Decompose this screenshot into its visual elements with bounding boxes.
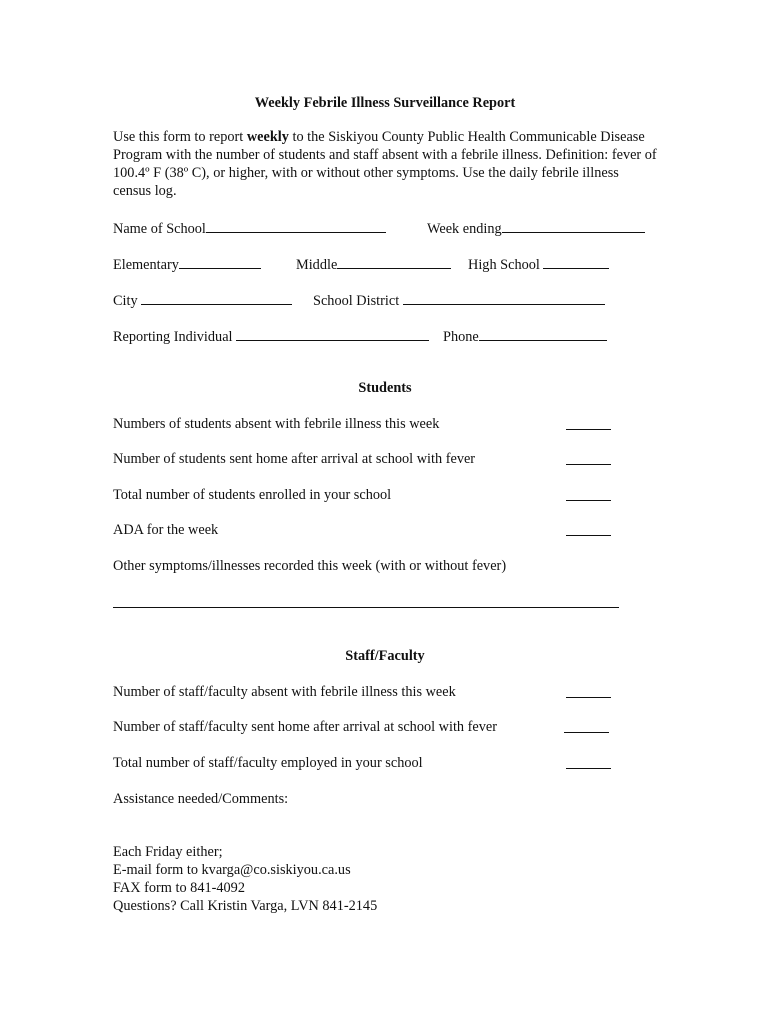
other-symptoms-label: Other symptoms/illnesses recorded this week (with or without fever) (113, 558, 507, 574)
students-heading: Students (358, 380, 412, 396)
students-absent-blank[interactable] (566, 429, 611, 430)
staff-sent-home-blank[interactable] (564, 732, 609, 733)
reporting-individual-label: Reporting Individual (113, 329, 233, 345)
school-name-label: Name of School (113, 221, 206, 237)
school-name-field[interactable] (113, 218, 386, 238)
intro-text-2: to the Siskiyou County Public Health Communicable Disease Program with the number of students and staff absent with a febrile illness. Definition: fever of 100.4º F (38º C), or higher, with or without other symptoms. Use the daily febrile illness census log. (113, 129, 657, 199)
high-school-label: High School (468, 257, 540, 273)
middle-field[interactable] (296, 254, 451, 274)
page-title: Weekly Febrile Illness Surveillance Report (254, 95, 516, 111)
week-ending-field[interactable] (427, 218, 645, 238)
reporting-individual-field[interactable] (113, 326, 429, 346)
week-ending-label: Week ending (427, 221, 502, 237)
footer-line: FAX form to 841-4092 (113, 880, 245, 896)
intro-bold: weekly (246, 129, 289, 145)
staff-employed-blank[interactable] (566, 768, 611, 769)
school-name-blank[interactable] (206, 218, 386, 233)
footer-line: E-mail form to kvarga@co.siskiyou.ca.us (113, 862, 351, 878)
intro-text-1: Use this form to report (113, 129, 247, 145)
phone-label: Phone (443, 329, 479, 345)
footer-line: Questions? Call Kristin Varga, LVN 841-2145 (113, 898, 378, 914)
school-district-label: School District (313, 293, 400, 309)
elementary-field[interactable] (113, 254, 261, 274)
intro-paragraph (113, 128, 658, 200)
middle-blank[interactable] (337, 254, 451, 269)
students-row-label: ADA for the week (113, 522, 219, 538)
students-enrolled-blank[interactable] (566, 500, 611, 501)
high-school-field[interactable] (468, 254, 609, 274)
middle-label: Middle (296, 257, 338, 273)
staff-row-label: Number of staff/faculty sent home after arrival at school with fever (113, 719, 498, 735)
footer-line: Each Friday either; (113, 844, 223, 860)
comments-label: Assistance needed/Comments: (113, 791, 289, 807)
staff-row-label: Number of staff/faculty absent with febrile illness this week (113, 684, 456, 700)
staff-absent-blank[interactable] (566, 697, 611, 698)
elementary-label: Elementary (113, 257, 179, 273)
students-row-label: Numbers of students absent with febrile illness this week (113, 416, 440, 432)
reporting-individual-blank[interactable] (236, 326, 429, 341)
phone-blank[interactable] (479, 326, 607, 341)
staff-heading: Staff/Faculty (345, 648, 425, 664)
students-row-label: Number of students sent home after arrival at school with fever (113, 451, 476, 467)
school-district-field[interactable] (313, 290, 605, 310)
school-district-blank[interactable] (403, 290, 605, 305)
week-ending-blank[interactable] (502, 218, 645, 233)
high-school-blank[interactable] (543, 254, 609, 269)
phone-field[interactable] (443, 326, 607, 346)
elementary-blank[interactable] (179, 254, 261, 269)
city-label: City (113, 293, 138, 309)
students-sent-home-blank[interactable] (566, 464, 611, 465)
city-blank[interactable] (141, 290, 292, 305)
other-symptoms-line[interactable] (113, 607, 619, 608)
staff-row-label: Total number of staff/faculty employed in your school (113, 755, 423, 771)
city-field[interactable] (113, 290, 292, 310)
students-row-label: Total number of students enrolled in your school (113, 487, 392, 503)
ada-blank[interactable] (566, 535, 611, 536)
